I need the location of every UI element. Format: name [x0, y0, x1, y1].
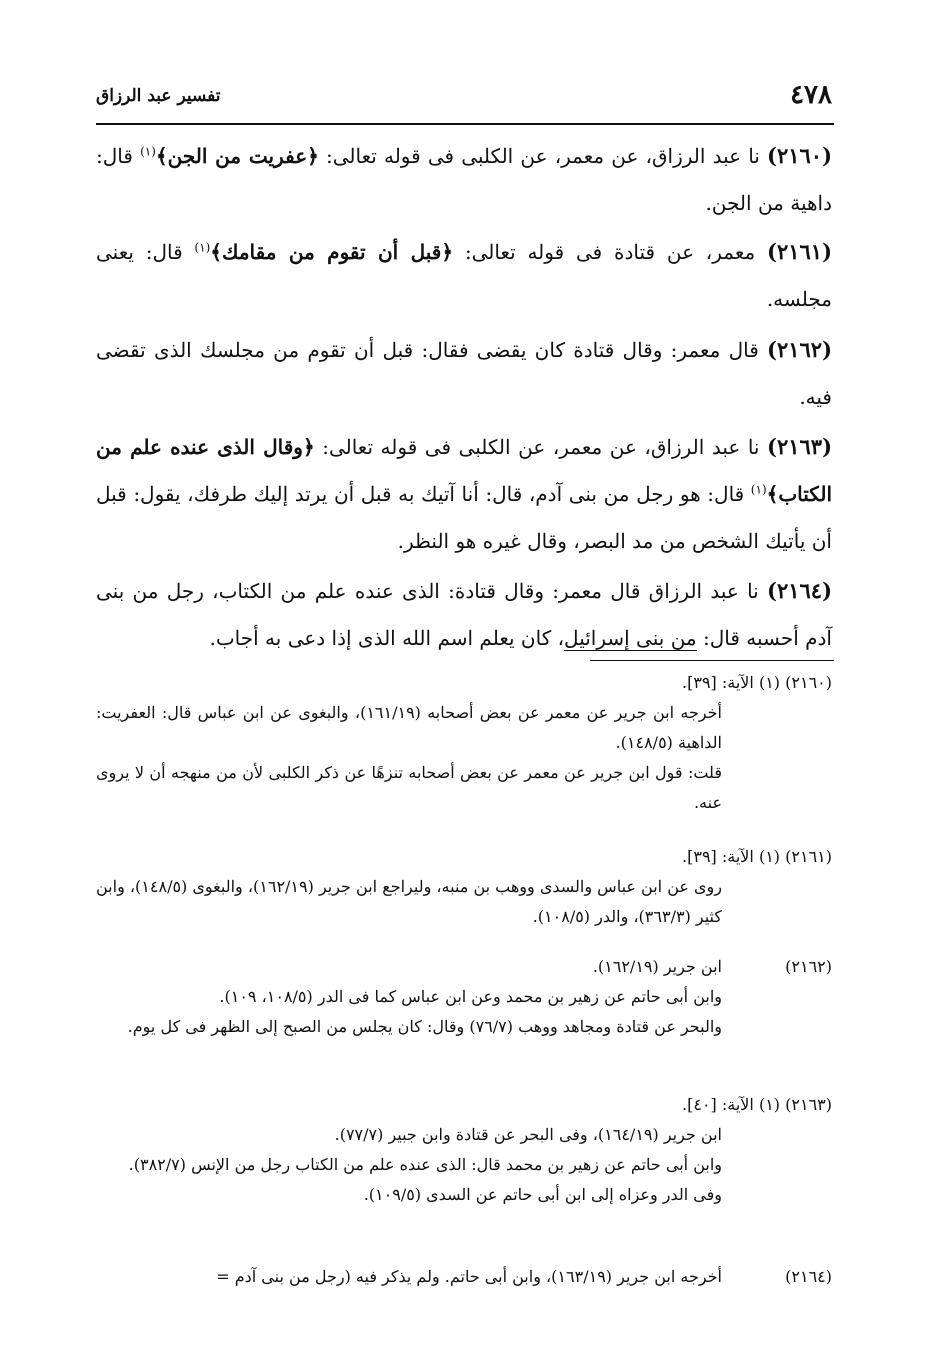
quran-verse: ﴿عفريت من الجن﴾ [155, 144, 319, 168]
entry-2162 [96, 326, 832, 421]
entry-2160 [96, 132, 832, 227]
footnote-line: وفى الدر وعزاه إلى ابن أبى حاتم عن السدى (١٠٩/٥). [363, 1185, 722, 1204]
footnote-label: (٢١٦٣) (١) الآية: [٤٠]. [682, 1095, 832, 1114]
entry-text: نا عبد الرزاق، عن معمر، عن الكلبى فى قوله تعالى: [318, 144, 768, 168]
footnote-marker: (١) [140, 144, 156, 159]
header-rule [96, 123, 834, 125]
footnote-marker: (١) [194, 240, 211, 255]
footnote-line: وابن أبى حاتم عن زهير بن محمد قال: الذى عنده علم من الكتاب رجل من الإنس (٣٨٢/٧). [128, 1155, 722, 1174]
entry-text: نا عبد الرزاق قال معمر: وقال قتادة: الذى عنده علم من الكتاب، رجل من بنى آدم أحسبه قال: [96, 579, 832, 650]
footnote-label: (٢١٦١) (١) الآية: [٣٩]. [682, 847, 832, 866]
entry-2163 [96, 423, 832, 565]
entry-text: قال معمر: وقال قتادة كان يقضى فقال: قبل أن تقوم من مجلسك الذى تقضى فيه. [96, 338, 832, 409]
entry-2164 [96, 567, 832, 662]
footnote-line: قلت: قول ابن جرير عن معمر عن بعض أصحابه تنزهًا عن ذكر الكلبى لأن من منهجه أن لا يروى عنه. [96, 763, 722, 812]
footnotes-rule [590, 660, 834, 661]
quran-verse: ﴿قبل أن تقوم من مقامك﴾ [210, 240, 454, 264]
entry-number: (٢١٦٣) [767, 434, 833, 459]
entry-number: (٢١٦١) [767, 239, 832, 264]
footnote-line: وابن أبى حاتم عن زهير بن محمد وعن ابن عباس كما فى الدر (١٠٨/٥، ١٠٩). [219, 987, 722, 1006]
entry-text: معمر، عن قتادة فى قوله تعالى: [453, 240, 767, 264]
page-number: ٤٧٨ [790, 80, 832, 110]
entry-text: قال: هو رجل من بنى آدم، قال: أنا آتيك به قبل أن يرتد إليك طرفك، يقول: قبل أن يأتيك الشخص من مد البصر، وقال غيره هو النظر. [96, 482, 832, 553]
entry-number: (٢١٦٤) [767, 578, 832, 603]
footnote-2161 [96, 842, 832, 932]
quran-verse: ﴿وقال الذى عنده علم من الكتاب﴾ [96, 435, 832, 506]
entry-number: (٢١٦٠) [767, 143, 833, 168]
entry-text: قال: داهية من الجن. [96, 144, 832, 215]
footnote-line: والبحر عن قتادة ومجاهد ووهب (٧٦/٧) وقال: كان يجلس من الصبح إلى الظهر فى كل يوم. [127, 1017, 722, 1036]
footnote-2162 [96, 952, 832, 1042]
footnote-label: (٢١٦٢) [785, 957, 832, 976]
running-title: تفسير عبد الرزاق [96, 86, 221, 106]
footnote-line: ابن جرير (١٦٢/١٩). [592, 957, 722, 976]
footnote-2163 [96, 1090, 832, 1210]
entry-2161 [96, 228, 832, 323]
underlined-phrase: من بنى إسرائيل [564, 626, 697, 650]
footnote-label: (٢١٦٤) [785, 1267, 832, 1286]
footnote-2164 [96, 1262, 832, 1292]
footnote-line: أخرجه ابن جرير عن معمر عن بعض أصحابه (١٦١/١٩)، والبغوى عن ابن عباس قال: العفريت: الداهية (١٤٨/٥). [96, 703, 722, 752]
footnote-line: ابن جرير (١٦٤/١٩)، وفى البحر عن قتادة وابن جبير (٧٧/٧). [334, 1125, 722, 1144]
entry-text: نا عبد الرزاق، عن معمر، عن الكلبى فى قوله تعالى: [314, 435, 768, 459]
entry-text: قال: يعنى مجلسه. [96, 240, 832, 311]
footnote-2160 [96, 668, 832, 818]
footnote-line: روى عن ابن عباس والسدى ووهب بن منبه، وليراجع ابن جرير (١٦٢/١٩)، والبغوى (١٤٨/٥)، وابن كثير (٣٦٣/٣)، والدر (١٠٨/٥). [95, 877, 722, 926]
footnote-marker: (١) [750, 482, 767, 497]
footnote-label: (٢١٦٠) (١) الآية: [٣٩]. [682, 673, 832, 692]
entry-number: (٢١٦٢) [767, 337, 832, 362]
footnote-line: أخرجه ابن جرير (١٦٣/١٩)، وابن أبى حاتم. ولم يذكر فيه (رجل من بنى آدم = [216, 1267, 722, 1286]
entry-text: ، كان يعلم اسم الله الذى إذا دعى به أجاب. [209, 626, 565, 650]
